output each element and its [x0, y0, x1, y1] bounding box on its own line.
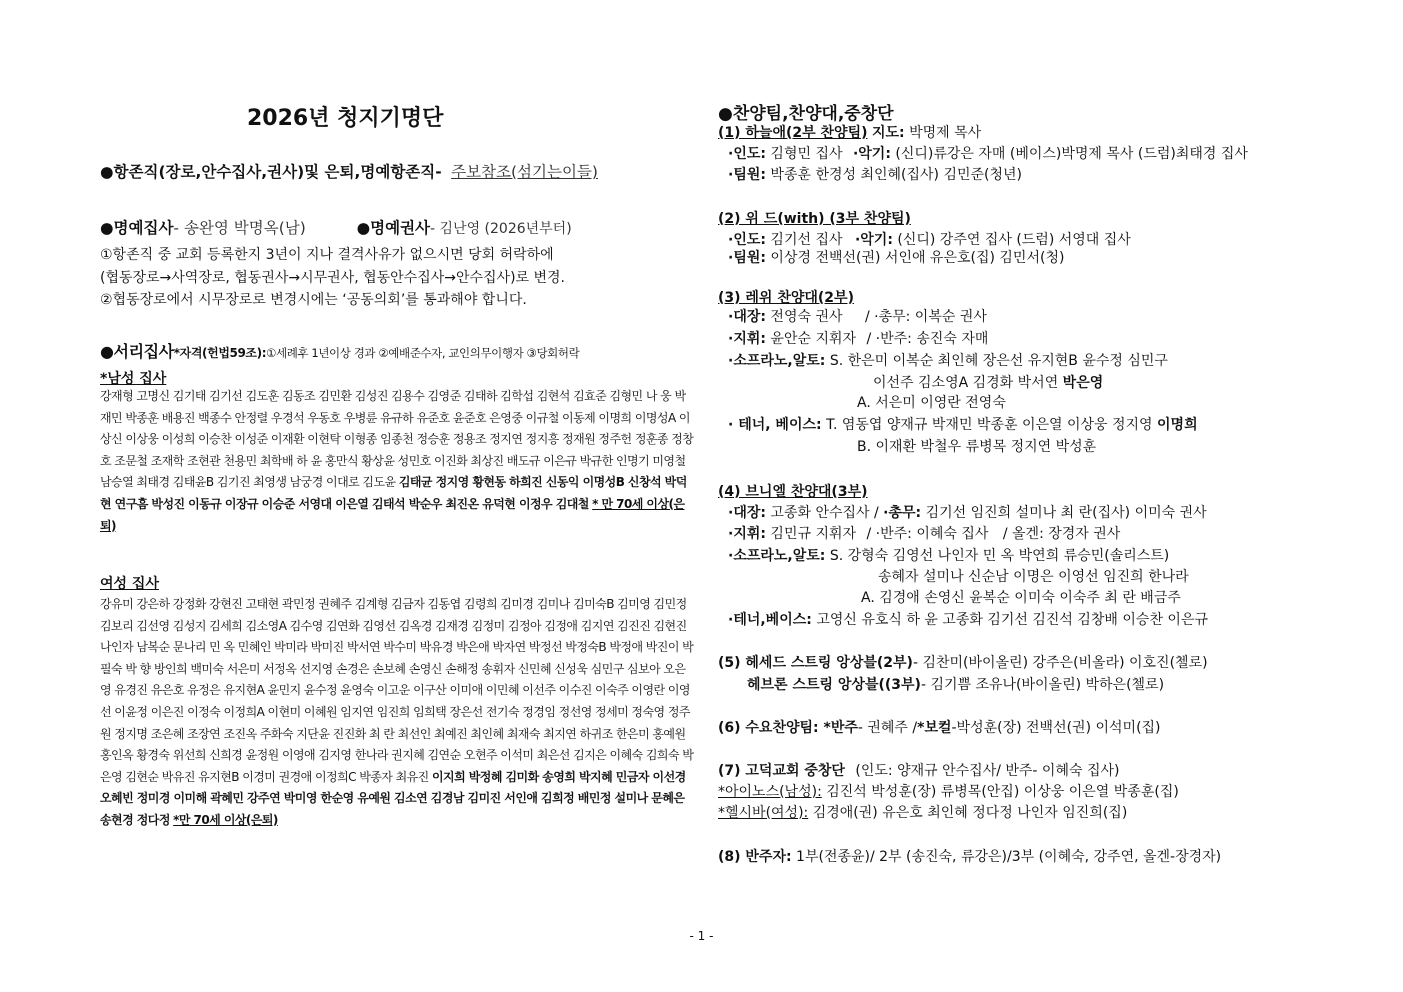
s3-alto: A. 서은미 이영란 전영숙 — [857, 395, 1006, 411]
honor-gwonsa-label: ●명예권사 — [356, 219, 431, 237]
s2-team-label: ·팀원: — [728, 250, 766, 266]
s5-line1 — [718, 652, 1208, 672]
s7-line2 — [718, 802, 1127, 822]
s8-accompanists: 1부(전종윤)/ 2부 (송진숙, 류강은)/3부 (이혜숙, 강주연, 올겐-장경자) — [796, 849, 1222, 865]
s4-acc: 이혜숙 집사 — [916, 526, 989, 542]
male-deacon-note: * 만 70세 이상(은퇴) — [100, 496, 685, 533]
seori-label: ●서리집사 — [100, 342, 174, 361]
s7-subtitle: (인도: 양재규 안수집사/ 반주- 이혜숙 집사) — [855, 763, 1120, 779]
s4-tb-label: ·테너,베이스: — [728, 612, 812, 628]
s2-title: (2) 위 드(with) (3부 찬양팀) — [718, 211, 911, 227]
s7-ainos: 김진석 박성훈(장) 류병목(안집) 이상웅 이은열 박종훈(집) — [826, 784, 1179, 800]
s6-label: (6) 수요찬양팀: *반주 — [718, 720, 858, 736]
s4-sa-label: ·소프라노,알토: — [728, 548, 826, 564]
honor-deacon-line — [100, 216, 572, 238]
s2-lead: 김기선 집사 — [770, 232, 843, 248]
note-3: ②협동장로에서 시무장로로 변경시에는 ‘공동의회’를 통과해야 합니다. — [100, 292, 527, 308]
s6-vocal: -박성훈(장) 전백선(권) 이석미(집) — [951, 720, 1161, 736]
s3-line3 — [728, 350, 1168, 370]
s6-vocal-label: *보컬 — [917, 720, 952, 736]
male-deacon-list — [100, 386, 694, 537]
seori-qual: *자격(헌법59조): — [173, 346, 267, 360]
s1-title: (1) 하늘애(2부 찬양팀) — [718, 125, 868, 141]
female-deacon-note: *만 70세 이상(은퇴) — [173, 812, 278, 827]
s3-bass: B. 이재환 박철우 류병목 정지연 박성훈 — [857, 439, 1097, 455]
s3-cond: 윤안순 지휘자 — [770, 331, 857, 347]
s3-leader: 전영숙 권사 — [770, 309, 843, 325]
s3-sec: 이복순 권사 — [914, 309, 987, 325]
s3-leader-label: ·대장: — [728, 309, 766, 325]
s7-title-line — [718, 760, 1119, 780]
s6-acc: - 권혜주 / — [857, 720, 918, 736]
s1-line1 — [728, 143, 1248, 163]
seori-qual-text: ①세례후 1년이상 경과 ②예배준수자, 교인의무이행자 ③당회허락 — [266, 346, 580, 360]
seori-line — [100, 339, 579, 362]
s1-dir-label: 지도: — [871, 125, 905, 141]
male-deacon-names: 강재형 고명신 김기태 김기선 김도훈 김동조 김민환 김성진 김용수 김영준 김태하 김학섭 김현석 김효준 김형민 나 웅 박재민 박종훈 배용진 백종수 안정렬 우경석 우동호 우병륜 유규하 유준호 윤준호 은영중 이규철 이동제 이명희 이명성A 이상신 이상웅 이성희 이승찬 이성준 이재환 이현탁 이형종 임종천 정승훈 정용조 정지연 정지흥 정재원 정주헌 정훈종 정창호 조문철 조재학 조현관 천용민 최학배 하 윤 홍만식 황상윤 성민호 이진화 최상진 배도규 이은규 박규한 인명기 미영철 남승열 최태경 김태윤B 김기진 최영생 남궁경 이대로 김도윤 — [100, 389, 694, 490]
honor-deacon-label: ●명예집사 — [100, 219, 174, 237]
s7-title: (7) 고덕교회 중창단 — [718, 763, 845, 779]
s3-tenor: T. 염동엽 양재규 박재민 박종훈 이은열 이상웅 정지영 — [826, 417, 1153, 433]
s3-cond-label: ·지휘: — [728, 331, 766, 347]
s4-line3 — [728, 545, 1169, 565]
s5-hebron-members: - 김기쁨 조유나(바이올린) 박하은(첼로) — [920, 677, 1165, 693]
s5-hesed-members: - 김찬미(바이올린) 강주은(비올라) 이호진(첼로) — [912, 655, 1208, 671]
honor-deacon-value: - 송완영 박명옥(남) — [173, 219, 306, 237]
s4-sec-label: ·총무: — [883, 505, 922, 521]
s2-line1 — [728, 229, 1131, 249]
s3-soprano: S. 한은미 이복순 최인혜 장은선 유지현B 윤수정 심민구 — [829, 353, 1168, 369]
s4-alto: A. 김경애 손영신 윤복순 이미숙 이숙주 최 란 배금주 — [861, 590, 1181, 606]
s4-acc-label: / ·반주: — [866, 526, 912, 542]
honor-value: 주보참조(섬기는이들) — [451, 163, 598, 181]
s1-inst: (신디)류강은 자매 (베이스)박명제 목사 (드럼)최태경 집사 — [895, 146, 1248, 162]
s5-line2 — [747, 674, 1164, 694]
female-deacon-names: 강유미 강은하 강정화 강현진 고태현 곽민정 권혜주 김계형 김금자 김동엽 김령희 김미경 김미나 김미숙B 김미영 김민정 김보리 김선영 김성지 김세희 김소영A 김수영 김연화 김영선 김옥경 김재경 김정미 김정아 김정애 김지연 김진진 김현진 나인자 남복순 문나리 민 옥 민혜인 박미라 박미진 박서연 박수미 박유경 박은애 박자연 박정선 박정숙B 박정애 박진이 박필숙 박 향 방인희 백미숙 서은미 서정옥 선지영 손경은 손보혜 손영신 손해정 송휘자 신민혜 신성욱 심민구 심보아 오은영 유경진 유은호 유정은 유지현A 윤민지 윤수정 윤영숙 이고운 이구산 이미애 이민혜 이선주 이수진 이숙주 이영란 이영선 이윤정 이은진 이정숙 이정희A 이현미 이혜원 임지연 임진희 임희택 장은선 전기숙 정경임 정선영 정세미 정숙영 정주원 정지명 조은혜 조장연 조진옥 주화숙 지단윤 진진화 최 란 최선인 최예진 최인혜 최재숙 최지연 하귀조 한은미 홍예원 홍인옥 황경숙 위선희 신희경 윤정원 이영애 김지영 한나라 권지혜 김연순 오현주 이석미 최은선 김지은 이혜숙 김희숙 박은영 김현순 박유진 유지현B 이경미 권경애 이정희C 박종자 최유진 — [100, 597, 694, 784]
s3-acc: 송진숙 자매 — [916, 331, 989, 347]
s7-hephzibah: 김경애(권) 유은호 최인혜 정다정 나인자 임진희(집) — [812, 805, 1128, 821]
female-deacon-list — [100, 594, 694, 832]
s3-line1 — [728, 306, 987, 326]
s1-line2 — [728, 164, 1022, 184]
male-deacon-bold-names: 김태균 정지영 황현동 하희진 신동익 이명성B 신창석 박덕현 연구흠 박성진 이동규 이장규 이승준 서영대 이은열 김태석 박순우 최진온 유덕현 이정우 김대철 — [100, 475, 687, 511]
s4-sec: 김기선 임진희 설미나 최 란(집사) 이미숙 권사 — [925, 505, 1207, 521]
s5-hebron: 헤브론 스트링 앙상블((3부) — [747, 677, 921, 693]
s7-hephzibah-label: *헬시바(여성): — [718, 805, 809, 821]
s4-cond-label: ·지휘: — [728, 526, 766, 542]
s4-organ: 장경자 권사 — [1048, 526, 1121, 542]
s8-line — [718, 846, 1221, 866]
s7-line1 — [718, 781, 1179, 801]
s8-label: (8) 반주자: — [718, 849, 792, 865]
s1-title-line — [718, 122, 981, 142]
s3-soprano-2: 이선주 김소영A 김경화 박서연 — [873, 375, 1059, 391]
s1-team: 박종훈 한경성 최인혜(집사) 김민준(청년) — [770, 167, 1023, 183]
female-deacon-bold-names: 이지희 박정혜 김미화 송영희 박지혜 민금자 이선경 오혜빈 정미경 이미해 곽혜민 강주연 박미영 한순영 유예원 김소연 김경남 김미진 서인애 김희정 배민정 설미나 문혜은 송현경 정다정 — [100, 769, 686, 827]
note-1: ①항존직 중 교회 등록한지 3년이 지나 결격사유가 없으시면 당회 허락하에 — [100, 247, 554, 263]
s3-sa-label: ·소프라노,알토: — [728, 353, 826, 369]
page-number: - 1 - — [689, 929, 714, 943]
s3-sec-label: / ·총무: — [864, 309, 911, 325]
s1-lead: 김형민 집사 — [770, 146, 843, 162]
s4-cond: 김민규 지휘자 — [770, 526, 857, 542]
honor-label: ●항존직(장로,안수집사,권사)및 은퇴,명예항존직- — [100, 163, 442, 181]
s4-leader-label: ·대장: — [728, 505, 766, 521]
s2-line2 — [728, 247, 1064, 267]
male-deacon-title: *남성 집사 — [100, 371, 167, 387]
s2-inst: (신디) 강주연 집사 (드럼) 서영대 집사 — [897, 232, 1131, 248]
s6-line — [718, 717, 1161, 737]
s3-line6 — [728, 414, 1198, 434]
s4-line6 — [728, 609, 1208, 629]
s3-soprano-bold: 박은영 — [1062, 375, 1104, 391]
s2-lead-label: ·인도: — [728, 232, 766, 248]
s4-leader: 고종화 안수집사 / — [770, 505, 879, 521]
s1-team-label: ·팀원: — [728, 167, 766, 183]
s4-line1 — [728, 502, 1207, 522]
s3-tb-label: · 테너, 베이스: — [728, 417, 822, 433]
page-title: 2026년 청지기명단 — [247, 106, 444, 131]
praise-header: ●찬양팀,찬양대,중창단 — [718, 104, 894, 124]
s4-title: (4) 브니엘 찬양대(3부) — [718, 484, 868, 500]
s2-team: 이상경 전백선(권) 서인애 유은호(집) 김민서(청) — [770, 250, 1065, 266]
s3-line2 — [728, 328, 988, 348]
s1-inst-label: ·악기: — [852, 146, 891, 162]
s2-inst-label: ·악기: — [854, 232, 893, 248]
s4-line2 — [728, 523, 1120, 543]
note-2: (협동장로→사역장로, 협동권사→시무권사, 협동안수집사→안수집사)로 변경. — [100, 270, 566, 286]
s4-tb: 고영신 유호식 하 윤 고종화 김기선 김진석 김창배 이승찬 이은규 — [816, 612, 1208, 628]
s1-dir: 박명제 목사 — [909, 125, 982, 141]
s7-ainos-label: *아이노스(남성): — [718, 784, 822, 800]
s4-organ-label: / 올겐: — [1002, 526, 1044, 542]
honor-line — [100, 160, 598, 182]
female-deacon-title: 여성 집사 — [100, 576, 159, 592]
s3-acc-label: / ·반주: — [866, 331, 912, 347]
s3-line4 — [873, 372, 1103, 392]
s4-soprano: S. 강형숙 김영선 나인자 민 옥 박연희 류승민(솔리스트) — [829, 548, 1170, 564]
honor-gwonsa-value: - 김난영 (2026년부터) — [430, 221, 572, 237]
s5-hesed: (5) 헤세드 스트링 앙상블(2부) — [718, 655, 913, 671]
s3-title: (3) 레위 찬양대(2부) — [718, 290, 854, 306]
s3-tenor-bold: 이명희 — [1157, 417, 1198, 433]
s1-lead-label: ·인도: — [728, 146, 766, 162]
s4-soprano-2: 송혜자 설미나 신순남 이명은 이영선 임진희 한나라 — [878, 569, 1189, 585]
